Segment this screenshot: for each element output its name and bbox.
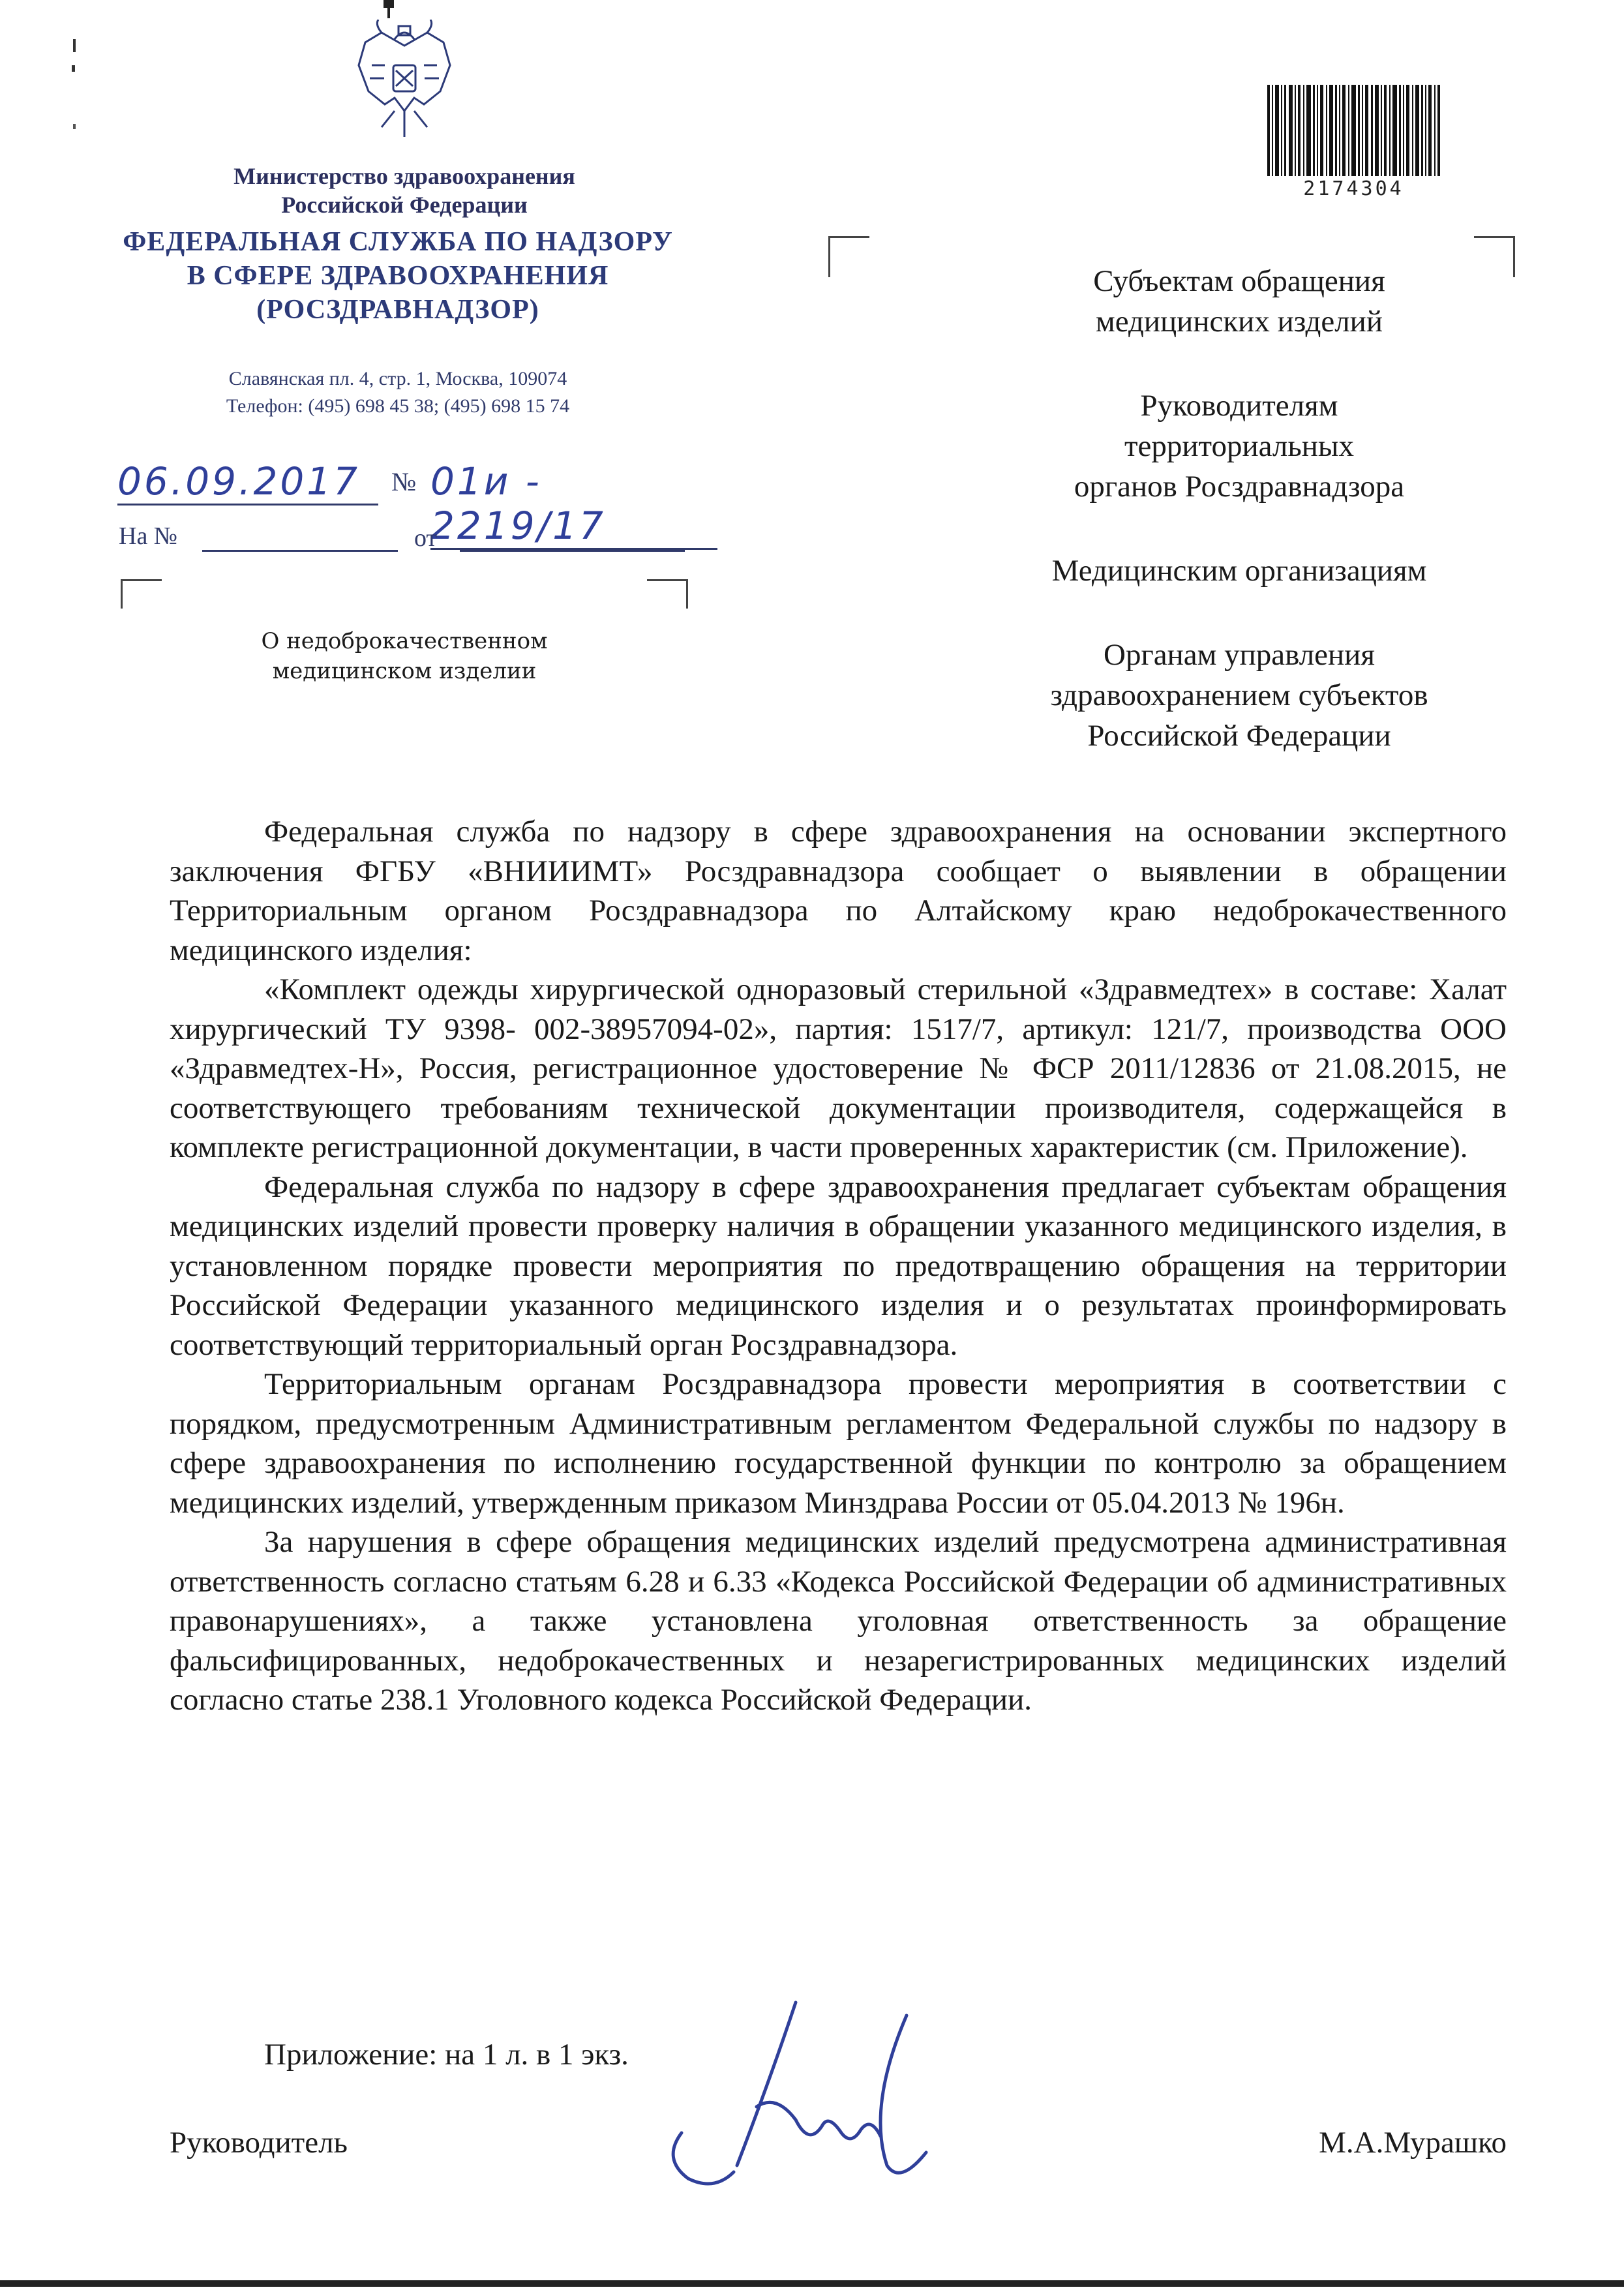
body-paragraph: За нарушения в сфере обращения медицинских изделий предусмотрена административная ответственность согласно статьям 6.28 и 6.33 «Кодекса Российской Федерации об административных правонарушениях», а также установлена уголовная ответственность за обращение фальсифицированных, недоброкачественных и незарегистрированных медицинских изделий согласно статье 238.1 Уголовного кодекса Российской Федерации. <box>170 1525 1507 1717</box>
coat-of-arms-icon <box>355 20 453 143</box>
scan-mark-top <box>378 0 404 20</box>
letter-body <box>170 812 1507 1720</box>
body-paragraph: Территориальным органам Росздравнадзора провести мероприятия в соответствии с порядком, предусмотренным Административным регламентом Федеральной службы по надзору в сфере здравоохранения по исполнению государственной функции по контролю за обращением медицинских изделий, утвержденным приказом Минздрава России от 05.04.2013 № 196н. <box>170 1367 1507 1520</box>
attachment-note: Приложение: на 1 л. в 1 экз. <box>264 2038 629 2072</box>
scan-marks <box>65 39 85 143</box>
reply-to-number-blank <box>202 550 398 552</box>
recipient-group: Медицинским организациям <box>1051 554 1427 588</box>
ministry-name: Министерство здравоохранения Российской Федерации <box>233 163 575 218</box>
letter-date: 06.09.2017 <box>117 457 391 509</box>
barcode <box>1267 85 1440 176</box>
letter-reg-number: 01и - 2219/17 <box>430 457 796 509</box>
letter-subject: О недоброкачественном медицинском изделии <box>261 628 548 684</box>
signature <box>652 1963 998 2224</box>
reply-to-label: На № <box>119 522 178 550</box>
service-name: ФЕДЕРАЛЬНАЯ СЛУЖБА ПО НАДЗОРУ В СФЕРЕ ЗДРАВООХРАНЕНИЯ (РОСЗДРАВНАДЗОР) <box>123 227 673 325</box>
page-bottom-edge <box>0 2280 1624 2287</box>
number-sign: № <box>391 467 417 496</box>
recipients-block <box>965 261 1513 800</box>
service-address: Славянская пл. 4, стр. 1, Москва, 109074 Телефон: (495) 698 45 38; (495) 698 15 74 <box>226 368 570 417</box>
recipient-group: Руководителям территориальных органов Росздравнадзора <box>1074 389 1405 504</box>
barcode-number: 2174304 <box>1303 177 1404 200</box>
reply-to-date-label: от <box>414 524 438 552</box>
body-paragraph: Федеральная служба по надзору в сфере здравоохранения предлагает субъектам обращения медицинских изделий провести проверку наличия в обращении указанного медицинского изделия, в установленном порядке провести мероприятия по предотвращению обращения на территории Российской Федерации указанного медицинского изделия и о результатах проинформировать соответствующий территориальный орган Росздравнадзора. <box>170 1169 1507 1362</box>
body-paragraph: Федеральная служба по надзору в сфере здравоохранения на основании экспертного заключения ФГБУ «ВНИИИМТ» Росздравнадзора сообщает о выявлении в обращении Территориальным органом Росздравнадзора по Алтайскому краю недоброкачественного медицинского изделия: <box>170 815 1507 967</box>
signatory-name: М.А.Мурашко <box>1319 2126 1507 2160</box>
recipient-group: Органам управления здравоохранением субъектов Российской Федерации <box>1050 638 1428 753</box>
signatory-position: Руководитель <box>170 2126 348 2160</box>
recipient-group: Субъектам обращения медицинских изделий <box>1093 264 1385 339</box>
subject-corner-right <box>647 579 688 609</box>
address-corner-left <box>828 236 869 277</box>
body-paragraph: «Комплект одежды хирургической одноразовый стерильной «Здравмедтех» в составе: Халат хирургический ТУ 9398- 002-38957094-02», партия: 1517/7, артикул: 121/7, производства ООО «Здравмедтех-Н», Россия, регистрационное удостоверение № ФСР 2011/12836 от 21.08.2015, не соответствующего требованиям технической документации производителя, содержащейся в комплекте регистрационной документации, в части проверенных характеристик (см. Приложение). <box>170 973 1507 1164</box>
reply-to-date-blank <box>460 550 685 552</box>
subject-corner-left <box>121 579 162 609</box>
